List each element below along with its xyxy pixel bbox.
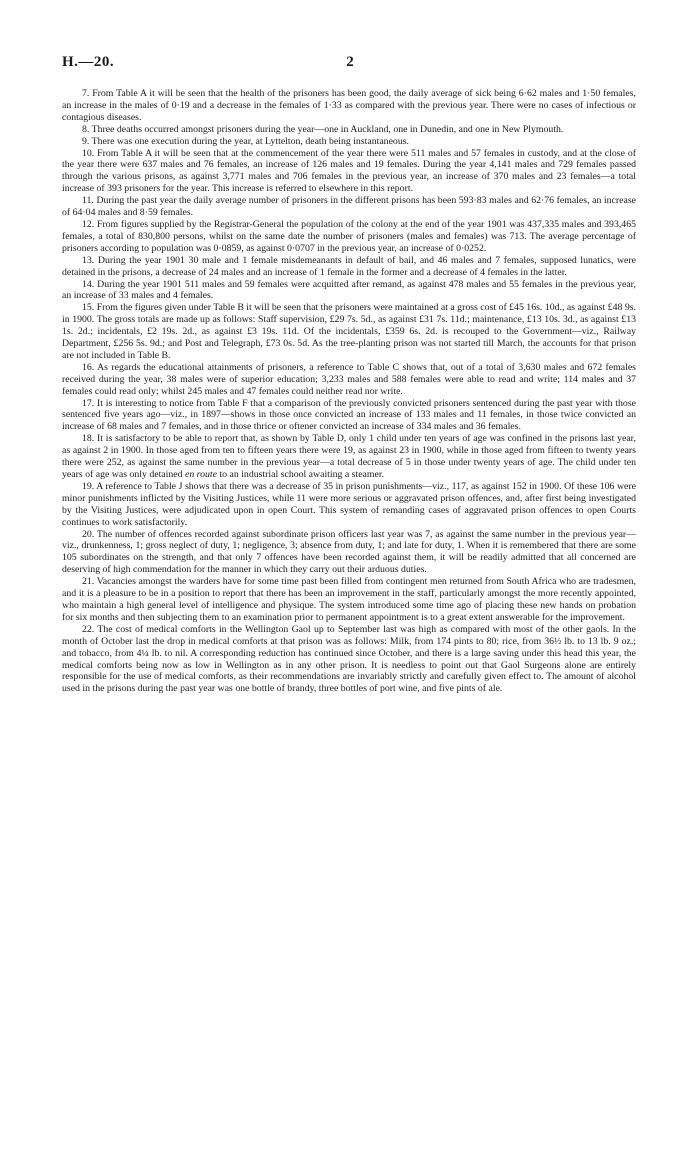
report-body [62, 88, 636, 695]
paragraph-10-custody: 10. From Table A it will be seen that at the commencement of the year there were 511 males and 57 females in custody, and at the close of the year there were 637 males and 76 females, an increase of 126 males and 19 females. During the year 4,141 males and 729 females passed through the various prisons, as against 3,771 males and 706 females in the previous year, an increase of 370 males and 23 females—a total increase of 393 prisoners for the year. This increase is referred to elsewhere in this report. [62, 147, 636, 195]
paragraph-19-punishments: 19. A reference to Table J shows that there was a decrease of 35 in prison punishments—viz., 117, as against 152 in 1900. Of these 106 were minor punishments inflicted by the Visiting Justices, while 11 were more serious or aggravated prison offences, and, after first being investigated by the Visiting Justices, were adjudicated upon in open Court. This system of remanding cases of aggravated prison offences to open Courts continues to work satisfactorily. [62, 480, 636, 528]
document-code: H.—20. [62, 54, 115, 70]
paragraph-7-health: 7. From Table A it will be seen that the health of the prisoners has been good, the daily average of sick being 6·62 males and 1·50 females, an increase in the males of 0·19 and a decrease in the females of 1·33 as compared with the previous year. There were no cases of infectious or contagious diseases. [62, 88, 636, 123]
paragraph-11-daily-average: 11. During the past year the daily average number of prisoners in the different prisons has been 593·83 males and 62·76 females, an increase of 64·04 males and 8·59 females. [62, 195, 636, 219]
paragraph-18-text-end: to an industrial school awaiting a steamer. [219, 469, 385, 480]
paragraph-21-vacancies: 21. Vacancies amongst the warders have for some time past been filled from contingent men returned from South Africa who are tradesmen, and it is a pleasure to be in a position to report that there has been an improvement in the staff, particularly amongst the more recently appointed, who maintain a high general level of intelligence and physique. The system introduced some time ago of placing these new hands on probation for six months and then subjecting them to an examination prior to permanent appointment is to a great extent answerable for the improvement. [62, 576, 636, 623]
paragraph-8-deaths: 8. Three deaths occurred amongst prisoners during the year—one in Auckland, one in Dunedin, and one in New Plymouth. [82, 123, 564, 135]
paragraph-18-italic-phrase: en route [184, 469, 217, 480]
paragraph-12-population: 12. From figures supplied by the Registrar-General the population of the colony at the end of the year 1901 was 437,335 males and 393,465 females, a total of 830,800 persons, whilst on the same date the number of prisoners (males and females) was 713. The average percentage of prisoners according to population was 0·0859, as against 0·0707 in the previous year, an increase of 0·0252. [62, 218, 636, 254]
paragraph-14-acquittals: 14. During the year 1901 511 males and 59 females were acquitted after remand, as against 478 males and 55 females in the previous year, an increase of 33 males and 4 females. [62, 278, 636, 302]
paragraph-20-officer-offences: 20. The number of offences recorded against subordinate prison officers last year was 7, as against the same number in the previous year—viz., drunkenness, 1; gross neglect of duty, 1; negligence, 3; absence from duty, 1; and late for duty, 1. When it is remembered that there are some 105 subordinates on the strength, and that only 7 offences have been recorded against them, it will be readily admitted that all concerned are deserving of high commendation for the manner in which they carry out their arduous duties. [62, 528, 636, 576]
page-header [62, 54, 638, 74]
paragraph-17-previous-convictions: 17. It is interesting to notice from Table F that a comparison of the previously convicted prisoners sentenced during the past year with those sentenced five years ago—viz., in 1897—shows in those once convicted an increase of 133 males and 11 females, in those twice convicted an increase of 68 males and 7 females, and in those thrice or oftener convicted an increase of 334 males and 36 females. [62, 397, 636, 433]
paragraph-18-young-prisoners [62, 433, 636, 481]
paragraph-16-education: 16. As regards the educational attainments of prisoners, a reference to Table C shows that, out of a total of 3,630 males and 672 females received during the year, 38 males were of superior education; 3,233 males and 588 females were able to read and write; 114 males and 37 females could read only; whilst 245 males and 47 females could neither read nor write. [62, 361, 636, 397]
paragraph-13-misdemeanants: 13. During the year 1901 30 male and 1 female misdemeanants in default of bail, and 46 males and 7 females, supposed lunatics, were detained in the prisons, a decrease of 24 males and an increase of 1 female in the former and a decrease of 4 females in the latter. [62, 254, 636, 278]
paragraph-18-text-start: 18. It is satisfactory to be able to report that, as shown by Table D, only 1 child under ten years of age was confined in the prisons last year, as against 2 in 1900. In those aged from ten to fifteen years there were 19, as against 23 in 1900, while in those aged from fifteen to twenty years there were 252, as against the same number in the previous year—a total decrease of 5 in those under twenty years of age. The child under ten years of age was only detained [62, 433, 636, 480]
page-number: 2 [346, 54, 354, 70]
paragraph-9-execution: 9. There was one execution during the year, at Lyttelton, death being instantaneous. [82, 135, 409, 147]
paragraph-22-medical-comforts: 22. The cost of medical comforts in the Wellington Gaol up to September last was high as compared with most of the other gaols. In the month of October last the drop in medical comforts at that prison was as follows: Milk, from 174 pints to 80; rice, from 36½ lb. to 13 lb. 9 oz.; and tobacco, from 4¼ lb. to nil. A corresponding reduction has continued since October, and there is a large saving under this head this year, the medical comforts being now as low in Wellington as in any other prison. It is needless to point out that Gaol Surgeons alone are entirely responsible for the use of medical comforts, as their recommendations are invariably strictly and carefully given effect to. The amount of alcohol used in the prisons during the past year was one bottle of brandy, three bottles of port wine, and five pints of ale. [62, 623, 636, 695]
paragraph-15-costs: 15. From the figures given under Table B it will be seen that the prisoners were maintained at a gross cost of £45 16s. 10d., as against £48 9s. in 1900. The gross totals are made up as follows: Staff supervision, £29 7s. 5d., as against £31 7s. 11d.; maintenance, £13 10s. 3d., as against £13 1s. 2d.; incidentals, £2 19s. 2d., as against £3 19s. 11d. Of the incidentals, £359 6s. 2d. is recouped to the Government—viz., Railway Department, £256 5s. 9d.; and Post and Telegraph, £73 0s. 5d. As the tree-planting prison was not started till March, the accounts for that prison are not included in Table B. [62, 302, 636, 361]
